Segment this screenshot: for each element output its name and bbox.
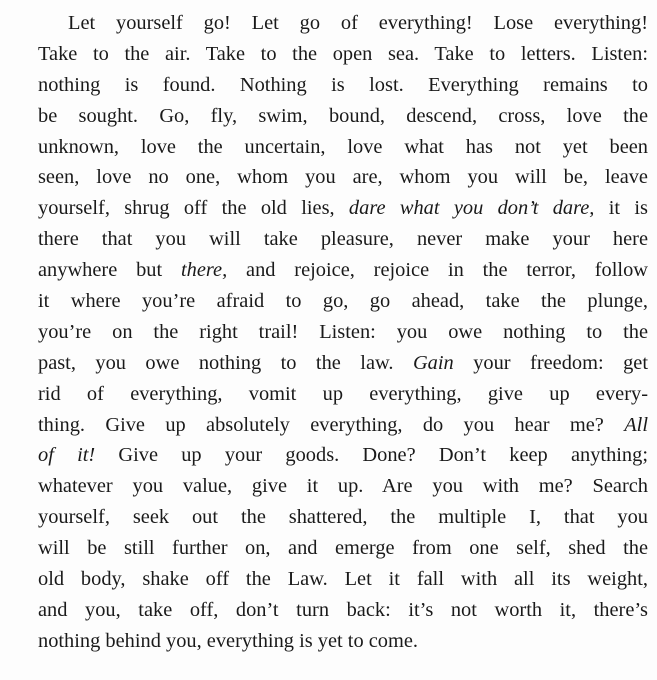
text-segment: it where you’re afraid to go, go ahead, take the plunge,	[38, 290, 648, 313]
text-line	[38, 626, 648, 657]
text-segment: Let yourself go! Let go of everything! Lose everything!	[68, 12, 648, 34]
text-segment: it is	[594, 197, 648, 220]
text-segment: nothing is found. Nothing is lost. Everything remains to	[38, 73, 648, 96]
text-segment: yourself, seek out the shattered, the multiple I, that you	[38, 506, 648, 529]
text-line	[38, 379, 648, 410]
text-segment: unknown, love the uncertain, love what has not yet been	[38, 135, 648, 158]
text-segment: old body, shake off the Law. Let it fall with all its weight,	[38, 568, 648, 591]
text-line	[38, 410, 648, 441]
italic-text-segment: Gain	[412, 351, 454, 374]
text-segment: anywhere but	[38, 259, 181, 282]
text-segment: Take to the air. Take to the open sea. Take to letters. Listen:	[38, 42, 648, 65]
text-segment: there that you will take pleasure, never make your here	[38, 228, 648, 251]
italic-text-segment: dare what you don’t dare,	[348, 197, 595, 220]
italic-text-segment: All	[624, 413, 648, 436]
text-line	[38, 502, 648, 533]
text-segment: yourself, shrug off the old lies,	[38, 197, 349, 220]
text-line	[38, 39, 648, 70]
text-line	[38, 101, 648, 132]
text-line	[38, 595, 648, 626]
text-segment: past, you owe nothing to the law.	[38, 351, 413, 374]
text-line	[38, 440, 648, 471]
text-line	[38, 8, 648, 39]
text-line	[38, 224, 648, 255]
italic-text-segment: of it!	[38, 444, 96, 467]
text-line	[38, 255, 648, 286]
text-segment: your freedom: get	[453, 351, 648, 374]
text-segment: be sought. Go, fly, swim, bound, descend, cross, love the	[38, 104, 648, 127]
text-segment: nothing behind you, everything is yet to come.	[38, 629, 418, 652]
text-line	[38, 70, 648, 101]
text-segment: rid of everything, vomit up everything, give up every-	[38, 382, 648, 405]
text-segment: thing. Give up absolutely everything, do you hear me?	[38, 413, 625, 436]
text-segment: will be still further on, and emerge from one self, shed the	[38, 537, 648, 560]
text-segment: and you, take off, don’t turn back: it’s not worth it, there’s	[38, 598, 648, 621]
text-line	[38, 471, 648, 502]
text-line	[38, 286, 648, 317]
text-line	[38, 533, 648, 564]
text-segment: Give up your goods. Done? Don’t keep anything;	[95, 444, 648, 467]
text-segment: whatever you value, give it up. Are you with me? Search	[38, 475, 648, 498]
passage-text	[38, 8, 648, 657]
text-segment: you’re on the right trail! Listen: you owe nothing to the	[38, 320, 648, 343]
text-line	[38, 317, 648, 348]
text-line	[38, 193, 648, 224]
text-line	[38, 348, 648, 379]
text-segment: and rejoice, rejoice in the terror, follow	[227, 259, 648, 282]
text-line	[38, 132, 648, 163]
text-segment: seen, love no one, whom you are, whom you will be, leave	[38, 166, 648, 189]
italic-text-segment: there,	[180, 259, 228, 282]
text-line	[38, 162, 648, 193]
text-line	[38, 564, 648, 595]
